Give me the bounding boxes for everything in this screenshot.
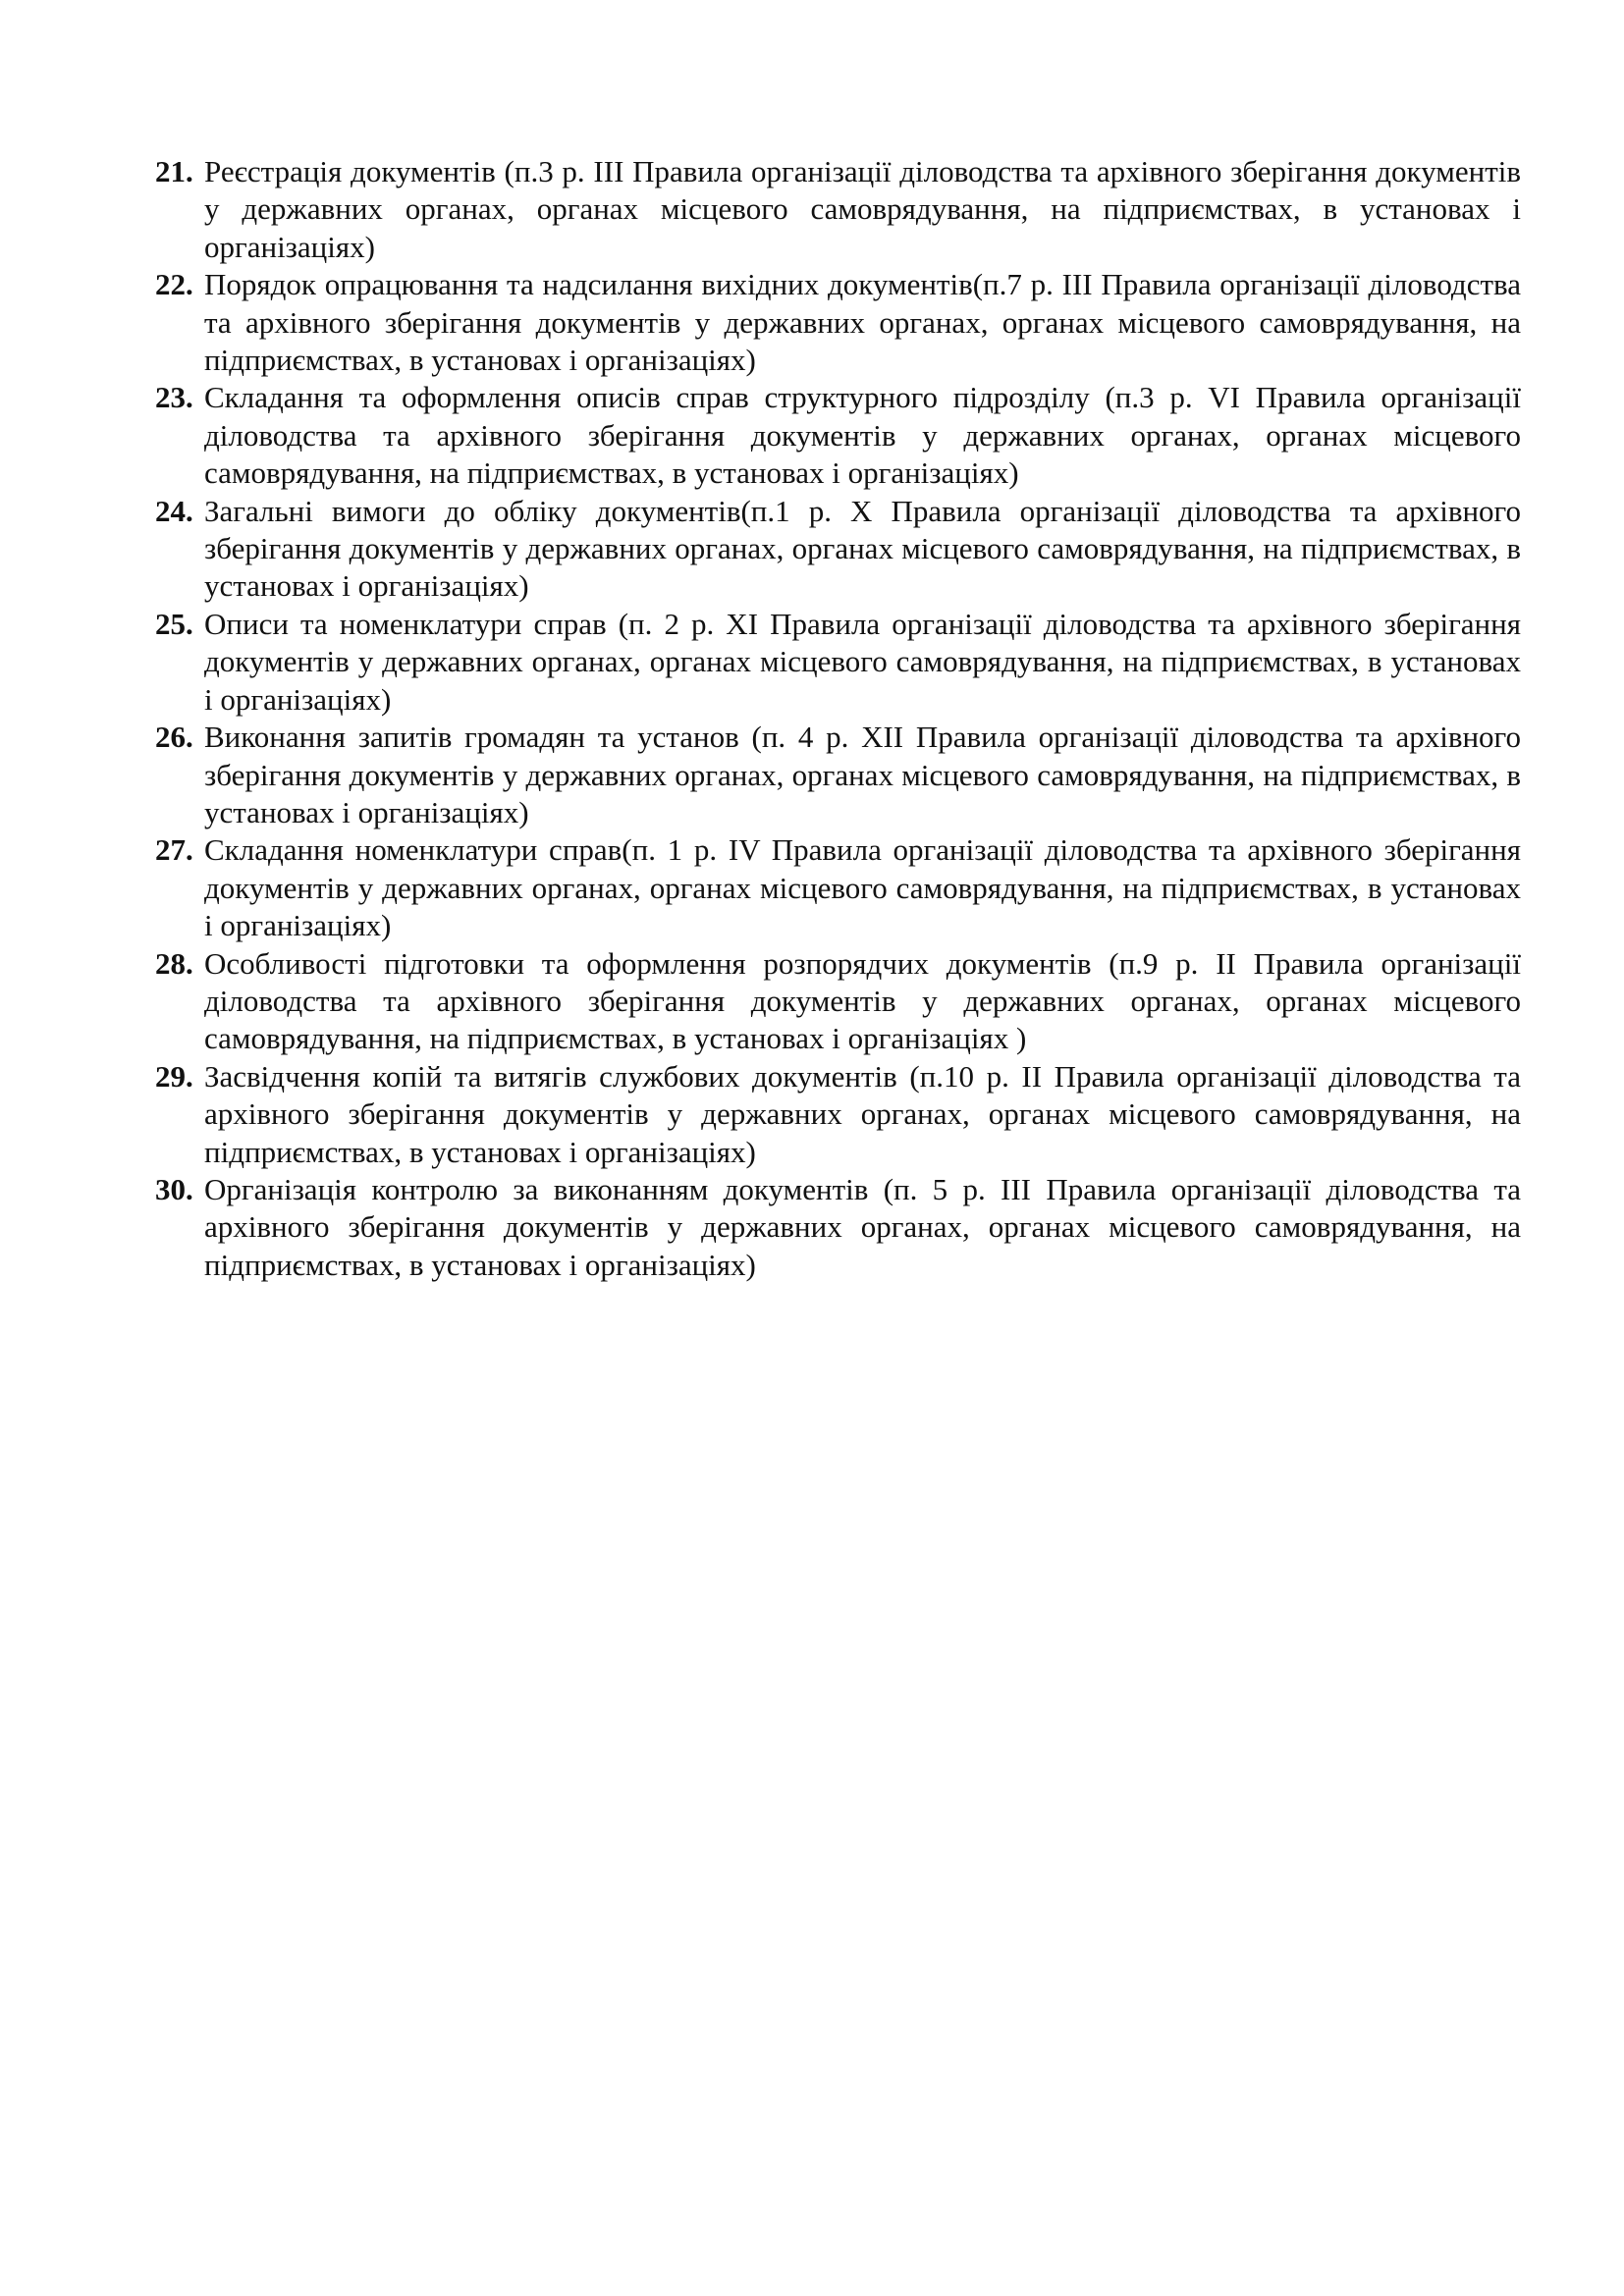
list-item-29	[155, 1058, 1521, 1171]
list-item-27	[155, 831, 1521, 944]
item-text: Засвідчення копій та витягів службових документів (п.10 р. II Правила організації діловодства та архівного зберігання документів у державних органах, органах місцевого самоврядування, на підприємствах, в установах і організаціях)	[204, 1058, 1521, 1169]
item-number: 24.	[155, 493, 193, 528]
item-text: Виконання запитів громадян та установ (п. 4 р. XII Правила організації діловодства та архівного зберігання документів у державних органах, органах місцевого самоврядування, на підприємствах, в установах і організаціях)	[204, 720, 1521, 829]
item-number: 30.	[155, 1171, 193, 1206]
item-number: 29.	[155, 1058, 193, 1094]
item-text: Описи та номенклатури справ (п. 2 р. XI Правила організації діловодства та архівного зберігання документів у державних органах, органах місцевого самоврядування, на підприємствах, в установах і організаціях)	[204, 606, 1521, 717]
item-text: Складання та оформлення описів справ структурного підрозділу (п.3 р. VI Правила організації діловодства та архівного зберігання документів у державних органах, органах місцевого самоврядування, на підприємствах, в установах і організаціях)	[204, 380, 1521, 491]
item-text: Загальні вимоги до обліку документів(п.1 р. X Правила організації діловодства та архівного зберігання документів у державних органах, органах місцевого самоврядування, на підприємствах, в установах і організаціях)	[204, 493, 1521, 604]
list-item-24	[155, 493, 1521, 606]
item-text: Особливості підготовки та оформлення розпорядчих документів (п.9 р. II Правила організації діловодства та архівного зберігання документів у державних органах, органах місцевого самоврядування, на підприємствах, в установах і організаціях )	[204, 945, 1521, 1056]
list-item-25	[155, 606, 1521, 719]
item-number: 21.	[155, 154, 193, 188]
list-item-26	[155, 719, 1521, 831]
item-number: 27.	[155, 832, 193, 868]
list-item-21	[155, 153, 1521, 266]
item-text: Організація контролю за виконанням документів (п. 5 р. III Правила організації діловодства та архівного зберігання документів у державних органах, органах місцевого самоврядування, на підприємствах, в установах і організаціях)	[204, 1171, 1521, 1282]
item-number: 26.	[155, 720, 193, 755]
list-item-22	[155, 266, 1521, 379]
item-number: 28.	[155, 945, 193, 981]
item-text: Складання номенклатури справ(п. 1 р. IV Правила організації діловодства та архівного зберігання документів у державних органах, органах місцевого самоврядування, на підприємствах, в установах і організаціях)	[204, 832, 1521, 943]
list-item-30	[155, 1171, 1521, 1284]
numbered-list	[155, 153, 1521, 1284]
item-text: Порядок опрацювання та надсилання вихідних документів(п.7 р. III Правила організації діловодства та архівного зберігання документів у державних органах, органах місцевого самоврядування, на підприємствах, в установах і організаціях)	[204, 267, 1521, 378]
item-number: 22.	[155, 267, 193, 302]
list-item-23	[155, 379, 1521, 492]
item-number: 25.	[155, 606, 193, 641]
item-text: Реєстрація документів (п.3 р. III Правила організації діловодства та архівного зберігання документів у державних органах, органах місцевого самоврядування, на підприємствах, в установах і організаціях)	[204, 154, 1521, 264]
list-item-28	[155, 945, 1521, 1058]
item-number: 23.	[155, 380, 193, 415]
